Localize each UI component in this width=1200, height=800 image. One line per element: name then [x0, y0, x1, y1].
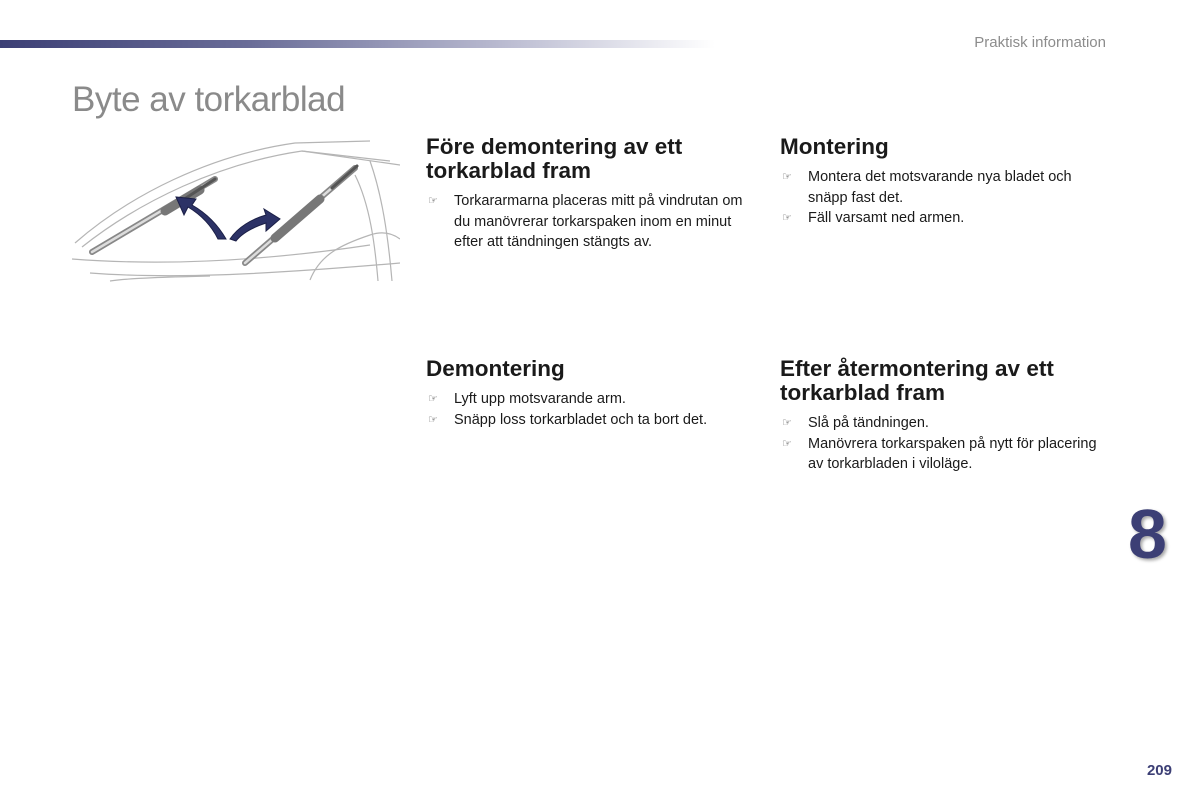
- pointing-hand-icon: ☞: [782, 417, 792, 429]
- section-label: Praktisk information: [974, 34, 1106, 51]
- list-item: ☞ Fäll varsamt ned armen.: [780, 208, 1100, 229]
- pointing-hand-icon: ☞: [782, 437, 792, 450]
- page-number: 209: [1146, 762, 1172, 779]
- list-item: ☞ Montera det motsvarande nya bladet och snäpp fast det.: [782, 169, 1072, 206]
- section-before-removal: [426, 135, 746, 253]
- section-heading: Montering: [780, 134, 889, 159]
- list-item: ☞ Manövrera torkarspaken på nytt för placering av torkarbladen i viloläge.: [782, 435, 1097, 472]
- page-title: Byte av torkarblad: [72, 80, 346, 119]
- pointing-hand-icon: ☞: [428, 413, 438, 426]
- pointing-hand-icon: ☞: [428, 195, 438, 207]
- instruction-list: [426, 191, 746, 253]
- pointing-hand-icon: ☞: [782, 171, 792, 183]
- chapter-number: 8: [1128, 495, 1167, 573]
- list-item: ☞ Snäpp loss torkarbladet och ta bort det.: [426, 410, 746, 431]
- section-removal: [426, 357, 746, 430]
- instruction-list: [426, 389, 746, 430]
- lift-arrow-icons: [176, 197, 280, 241]
- section-heading: Efter återmontering av ett torkarblad fram: [780, 356, 1054, 405]
- right-wiper-arm: [245, 166, 357, 263]
- pointing-hand-icon: ☞: [428, 393, 438, 405]
- section-after-remounting: [780, 357, 1100, 475]
- list-item: ☞ Torkararmarna placeras mitt på vindrutan om du manövrerar torkarspaken inom en minut efter att tändningen stängts av.: [428, 193, 743, 250]
- section-mounting: [780, 135, 1100, 229]
- instruction-list: [780, 167, 1100, 229]
- list-item: ☞ Slå på tändningen.: [780, 413, 1100, 434]
- pointing-hand-icon: ☞: [782, 212, 792, 224]
- header-accent-bar: [0, 40, 715, 48]
- section-heading: Demontering: [426, 356, 565, 381]
- section-heading: Före demontering av ett torkarblad fram: [426, 134, 683, 183]
- list-item: ☞ Lyft upp motsvarande arm.: [426, 389, 746, 410]
- wiper-illustration: [70, 135, 400, 285]
- instruction-list: [780, 413, 1100, 475]
